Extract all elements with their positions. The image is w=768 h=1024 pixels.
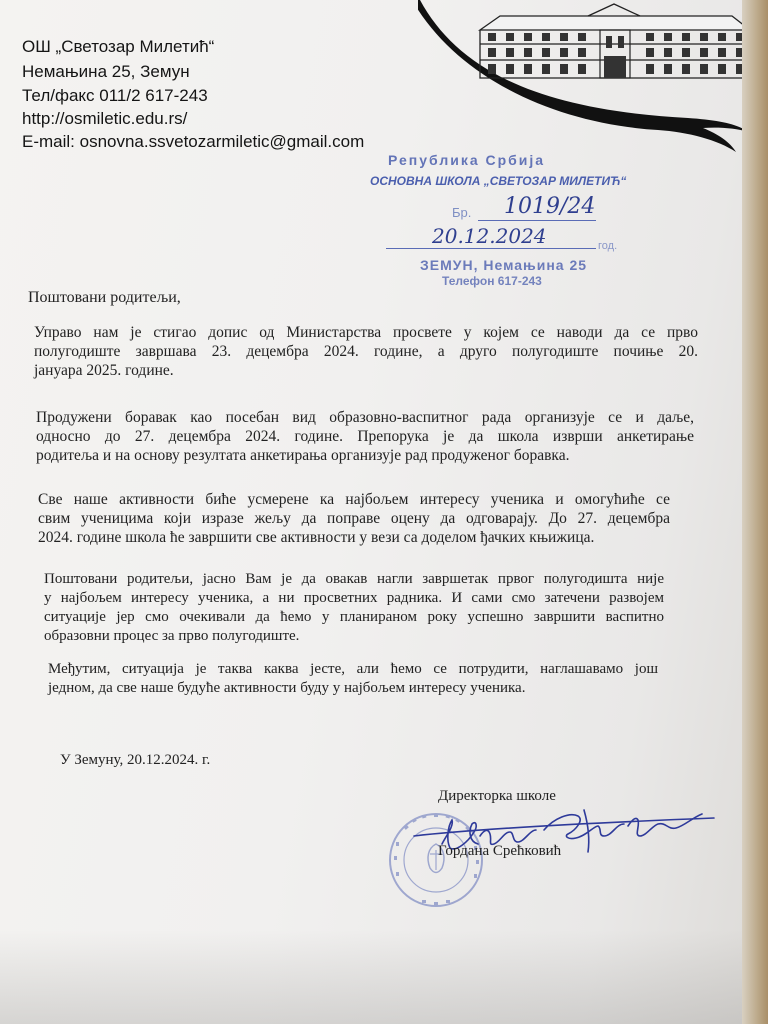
stamp-phone: Телефон 617-243 xyxy=(442,274,542,288)
paragraph-line: односно до 27. децембра 2024. године. Препорука је да школа изврши анкетирање xyxy=(36,428,694,445)
round-seal xyxy=(390,814,482,906)
paragraph-3 xyxy=(38,490,670,547)
paragraph-line: јануара 2025. године. xyxy=(34,362,174,379)
paragraph-line: свим ученицима који изразе жељу да поправе оцену да одговарају. До 27. децембра xyxy=(38,510,670,527)
paragraph-5 xyxy=(48,660,658,698)
table-surface-edge xyxy=(742,0,768,1024)
paragraph-line: Управо нам је стигао допис од Министарства просвете у којем се наводи да се прво xyxy=(34,324,698,341)
paragraph-line: родитеља и на основу резултата анкетирања организује рад продуженог боравка. xyxy=(36,447,570,464)
school-building-logo xyxy=(418,0,768,170)
school-address: Немањина 25, Земун xyxy=(22,62,190,81)
school-phone: Тел/факс 011/2 617-243 xyxy=(22,86,208,105)
paragraph-line: ситуације јер смо очекивали да ћемо у планираном року успешно завршити васпитно xyxy=(44,609,664,625)
paragraph-line: Међутим, ситуација је таква каква јесте, али ћемо се потрудити, наглашавамо још xyxy=(48,661,658,677)
paragraph-line: 2024. године школа ће завршити све активности у вези са доделом ђачких књижица. xyxy=(38,529,595,546)
paragraph-2 xyxy=(36,408,694,465)
stamp-number-label: Бр. xyxy=(452,205,472,220)
paragraph-1 xyxy=(34,323,698,380)
paragraph-line: у најбољем интересу ученика, а ни просветних радника. И сами смо затечени развојем xyxy=(44,590,664,606)
school-email: E-mail: osnovna.ssvetozarmiletic@gmail.com xyxy=(22,132,365,151)
page-bottom-shadow xyxy=(0,930,768,1024)
paragraph-line: Поштовани родитељи, јасно Вам је да овакав нагли завршетак првог полугодишта није xyxy=(44,571,664,587)
paragraph-line: једном, да све наше будуће активности буду у најбољем интересу ученика. xyxy=(48,680,526,696)
paragraph-line: Све наше активности биће усмерене ка најбољем интересу ученика и омогућиће се xyxy=(38,491,670,508)
stamp-year-suffix: год. xyxy=(598,240,618,252)
stamp-number-handwritten: 1019/24 xyxy=(504,194,596,219)
paragraph-line: Продужени боравак као посебан вид образовно-васпитног рада организује се и даље, xyxy=(36,409,694,426)
stamp-republic: Република Србија xyxy=(388,152,546,168)
school-name: ОШ „Светозар Милетић“ xyxy=(22,37,215,56)
stamp-number-line xyxy=(478,220,596,221)
place-date: У Земуну, 20.12.2024. г. xyxy=(60,752,211,768)
paragraph-line: образовни процес за прво полугодиште. xyxy=(44,628,300,644)
salutation: Поштовани родитељи, xyxy=(28,289,181,306)
paragraph-4 xyxy=(44,570,664,646)
registry-stamp xyxy=(366,152,626,292)
signer-name: Гордана Срећковић xyxy=(438,843,562,859)
paragraph-line: полугодиште завршава 23. децембра 2024. године, а друго полугодиште почиње 20. xyxy=(34,343,698,360)
signer-title: Директорка школе xyxy=(438,788,556,804)
school-website: http://osmiletic.edu.rs/ xyxy=(22,109,188,128)
stamp-date-handwritten: 20.12.2024 xyxy=(432,224,547,248)
stamp-date-line xyxy=(386,248,596,249)
stamp-school-name: ОСНОВНА ШКОЛА „СВЕТОЗАР МИЛЕТИЋ“ xyxy=(370,174,627,188)
stamp-city: ЗЕМУН, Немањина 25 xyxy=(420,257,588,273)
